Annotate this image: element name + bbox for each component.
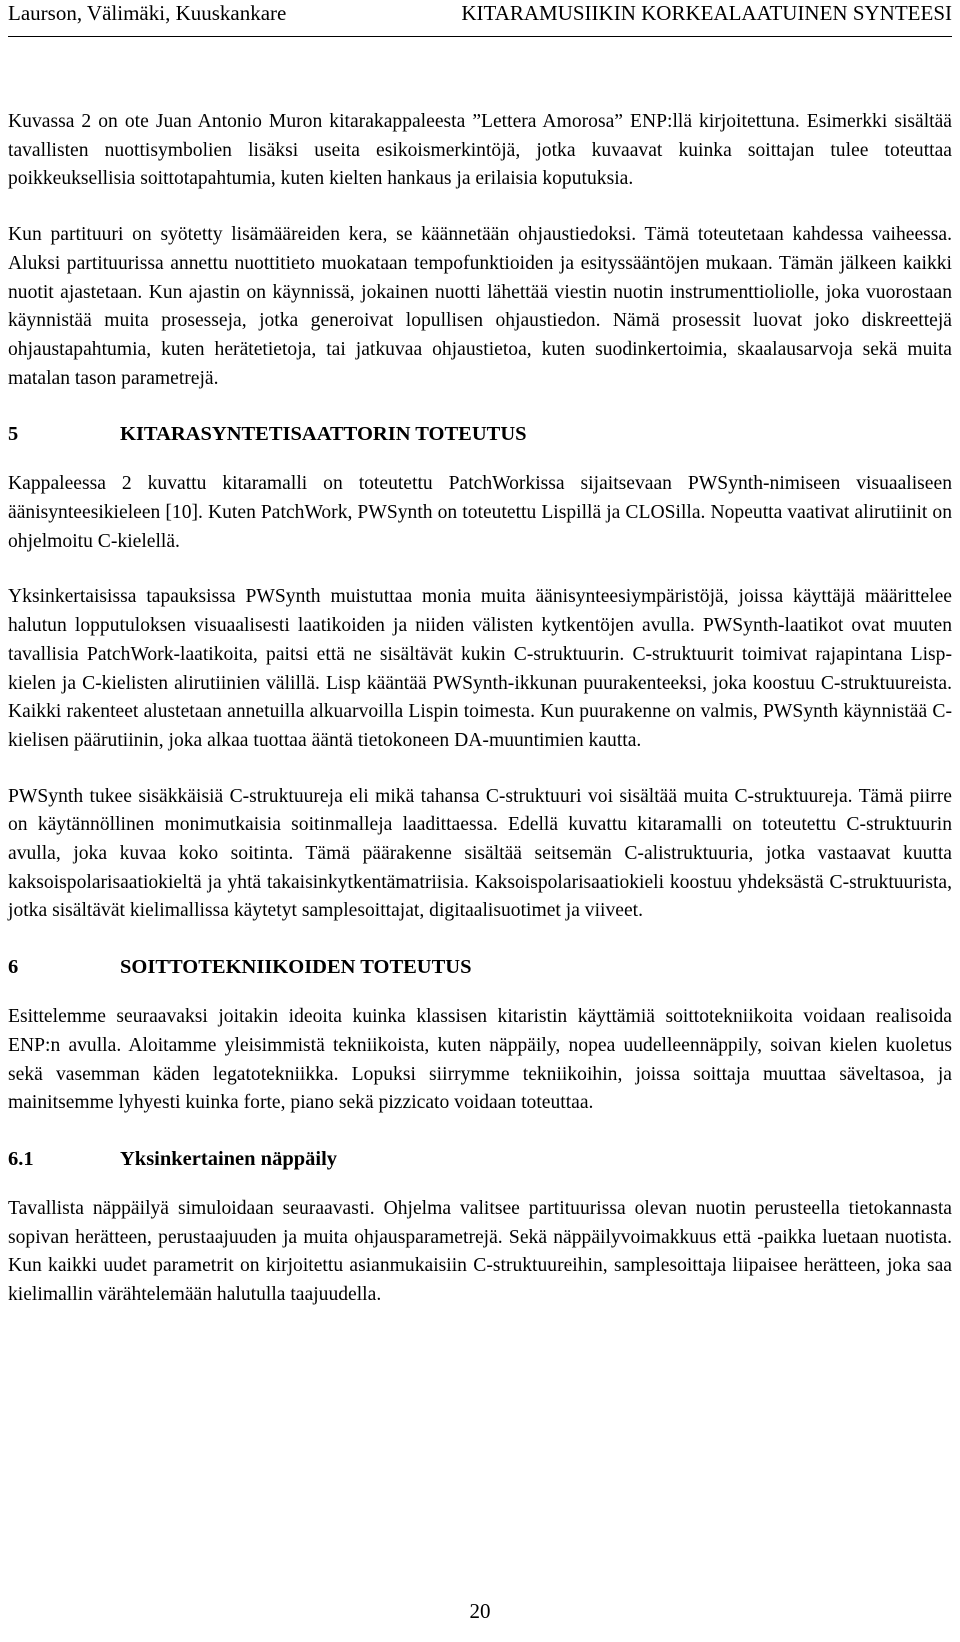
header-title: KITARAMUSIIKIN KORKEALAATUINEN SYNTEESI bbox=[461, 1, 952, 25]
section-title: KITARASYNTETISAATTORIN TOTEUTUS bbox=[120, 423, 527, 446]
section-heading-5 bbox=[8, 420, 952, 448]
section-heading-6 bbox=[8, 953, 952, 981]
subsection-heading-6-1 bbox=[8, 1145, 952, 1173]
section-title: SOITTOTEKNIIKOIDEN TOTEUTUS bbox=[120, 956, 472, 979]
paragraph-score-compilation: Kun partituuri on syötetty lisämääreiden kera, se käännetään ohjaustiedoksi. Tämä toteutetaan kahdessa vaiheessa. Aluksi partituurissa annettu nuottitieto muokataan tempofunktioiden ja esityssääntöjen mukaan. Tämän jälkeen kaikki nuotit ajastetaan. Kun ajastin on käynnissä, jokainen nuotti lähettää viestin nuotin instrumenttioliolle, joka vuorostaan käynnistää muita prosesseja, jotka generoivat lopullisen ohjaustiedon. Nämä prosessit luovat joko diskreettejä ohjaustapahtumia, kuten herätetietoja, tai jatkuvaa ohjaustietoa, kuten suodinkertoimia, skaalausarvoja sekä muita matalan tason parametrejä. bbox=[8, 224, 952, 389]
header-authors: Laurson, Välimäki, Kuuskankare bbox=[8, 1, 287, 25]
paragraph-techniques-intro: Esittelemme seuraavaksi joitakin ideoita kuinka klassisen kitaristin käyttämiä soittotekniikoita voidaan realisoida ENP:n avulla. Aloitamme yleisimmistä tekniikoista, kuten näppäily, nopea uudelleennäppily, soivan kielen kuoletus sekä vasemman käden legatotekniikka. Lopuksi siirrymme tekniikoihin, joissa soittaja muuttaa säveltasoa, ja mainitsemme lyhyesti kuinka forte, piano sekä pizzicato voidaan toteuttaa. bbox=[8, 1006, 952, 1114]
paragraph-simple-plucking: Tavallista näppäilyä simuloidaan seuraavasti. Ohjelma valitsee partituurissa olevan nuotin perusteella tietokannasta sopivan herätteen, perustaajuuden ja muita ohjausparametrejä. Sekä näppäilyvoimakkuus että -paikka luetaan nuotista. Kun kaikki uudet parametrit on kirjoitettu asianmukaisiin C-struktuureihin, samplesoittaja liipaisee herätteen, joka saa kielimallin värähtelemään halutulla taajuudella. bbox=[8, 1197, 952, 1306]
document-body bbox=[8, 108, 952, 1310]
paragraph-figure-example: Kuvassa 2 on ote Juan Antonio Muron kitarakappaleesta ”Lettera Amorosa” ENP:llä kirjoitettuna. Esimerkki sisältää tavallisten nuottisymbolien lisäksi useita esikoismerkintöjä, jotka kuvaavat kuinka soittajan tulee toteuttaa poikkeuksellisia soittotapahtumia, kuten kielten hankaus ja erilaisia koputuksia. bbox=[8, 111, 952, 190]
page-number: 20 bbox=[469, 1599, 491, 1623]
subsection-title: Yksinkertainen näppäily bbox=[120, 1147, 338, 1170]
paragraph-pwsynth-boxes: Yksinkertaisissa tapauksissa PWSynth muistuttaa monia muita äänisynteesiympäristöjä, joissa käyttäjä määrittelee halutun lopputuloksen visuaalisesti laatikoiden ja niiden välisten kytkentöjen avulla. PWSynth-laatikot ovat muuten tavallisia PatchWork-laatikoita, paitsi että ne sisältävät kukin C-struktuurin. C-struktuurit toimivat rajapintana Lisp-kielen ja C-kielisten alirutiinien välillä. Lisp kääntää PWSynth-ikkunan puurakenteeksi, joka koostuu C-struktuureista. Kaikki rakenteet alustetaan annetuilla alkuarvoilla Lispin toimesta. Kun puurakenne on valmis, PWSynth käynnistää C-kielisen päärutiinin, joka alkaa tuottaa ääntä tietokoneen DA-muuntimien kautta. bbox=[8, 586, 952, 751]
paragraph-nested-structures: PWSynth tukee sisäkkäisiä C-struktuureja eli mikä tahansa C-struktuuri voi sisältää muita C-struktuureja. Tämä piirre on käytännöllinen monimutkaisia soitinmalleja laadittaessa. Edellä kuvattu kitaramalli on toteutettu C-struktuurin avulla, joka kuvaa koko soitinta. Tämä päärakenne sisältää seitsemän C-alistruktuuria, jotka vastaavat kuutta kaksoispolarisaatiokieltä ja yhtä takaisinkytkentämatriisia. Kaksoispolarisaatiokieli koostuu yhdeksästä C-struktuurista, jotka sisältävät kielimallissa käytetyt samplesoittajat, digitaalisuotimet ja viiveet. bbox=[8, 785, 952, 922]
running-header bbox=[8, 0, 952, 37]
section-number: 5 bbox=[8, 423, 19, 446]
subsection-number: 6.1 bbox=[8, 1147, 34, 1170]
section-number: 6 bbox=[8, 956, 19, 979]
paragraph-pwsynth-intro: Kappaleessa 2 kuvattu kitaramalli on toteutettu PatchWorkissa sijaitsevaan PWSynth-nimiseen visuaaliseen äänisynteesikieleen [10]. Kuten PatchWork, PWSynth on toteutettu Lispillä ja CLOSilla. Nopeutta vaativat alirutiinit on ohjelmoitu C-kielellä. bbox=[8, 473, 952, 552]
